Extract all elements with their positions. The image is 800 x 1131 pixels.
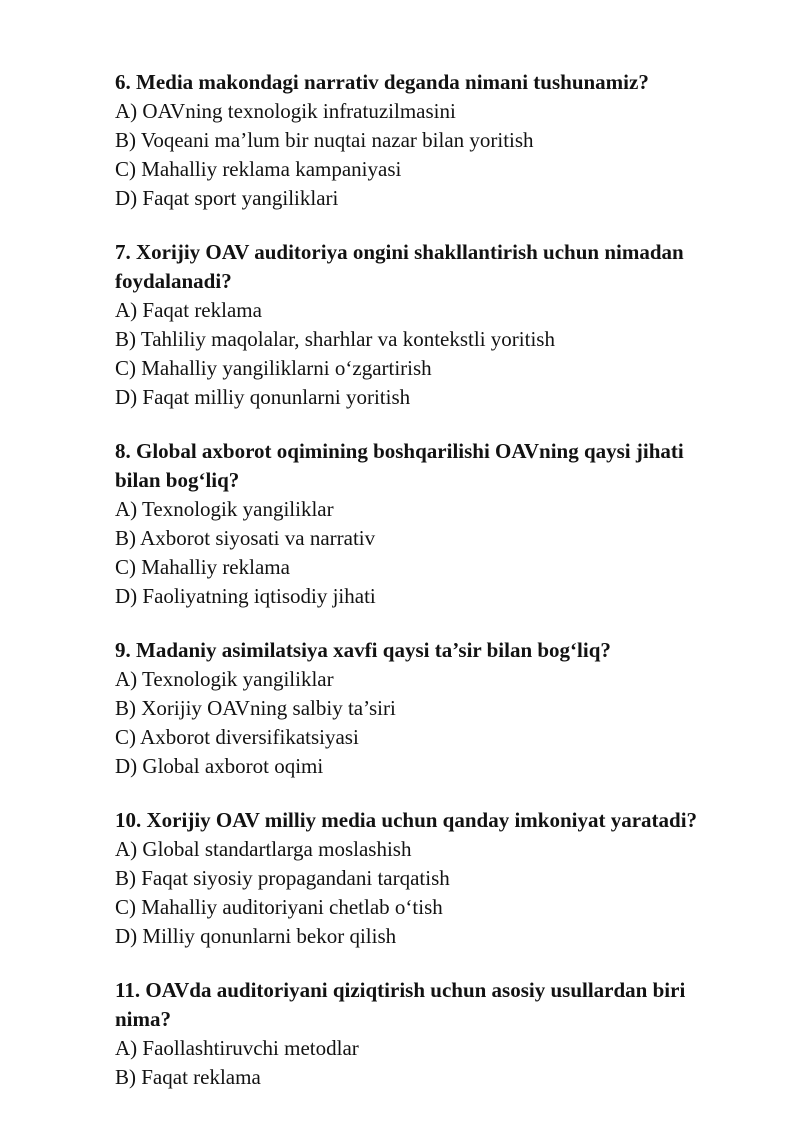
question-title: 10. Xorijiy OAV milliy media uchun qanday imkoniyat yaratadi? bbox=[115, 808, 698, 832]
question-block bbox=[115, 806, 704, 951]
question-option: D) Global axborot oqimi bbox=[115, 754, 324, 778]
question-option: B) Faqat reklama bbox=[115, 1065, 261, 1089]
question-option: B) Voqeani ma’lum bir nuqtai nazar bilan yoritish bbox=[115, 128, 534, 152]
question-option: D) Faqat sport yangiliklari bbox=[115, 186, 339, 210]
question-option: A) Texnologik yangiliklar bbox=[115, 667, 334, 691]
question-option: A) Faqat reklama bbox=[115, 298, 262, 322]
question-option: D) Milliy qonunlarni bekor qilish bbox=[115, 924, 397, 948]
question-option: B) Tahliliy maqolalar, sharhlar va kontekstli yoritish bbox=[115, 327, 555, 351]
question-title: 11. OAVda auditoriyani qiziqtirish uchun asosiy usullardan biri nima? bbox=[115, 978, 686, 1031]
question-option: C) Mahalliy auditoriyani chetlab o‘tish bbox=[115, 895, 443, 919]
question-block bbox=[115, 437, 704, 611]
question-option: B) Faqat siyosiy propagandani tarqatish bbox=[115, 866, 450, 890]
question-option: D) Faqat milliy qonunlarni yoritish bbox=[115, 385, 411, 409]
question-option: A) OAVning texnologik infratuzilmasini bbox=[115, 99, 456, 123]
question-list bbox=[115, 68, 704, 1092]
question-title: 8. Global axborot oqimining boshqarilishi OAVning qaysi jihati bilan bog‘liq? bbox=[115, 439, 684, 492]
question-block bbox=[115, 68, 704, 213]
question-block bbox=[115, 636, 704, 781]
question-title: 9. Madaniy asimilatsiya xavfi qaysi ta’sir bilan bog‘liq? bbox=[115, 638, 611, 662]
question-option: A) Texnologik yangiliklar bbox=[115, 497, 334, 521]
question-option: D) Faoliyatning iqtisodiy jihati bbox=[115, 584, 376, 608]
question-option: A) Faollashtiruvchi metodlar bbox=[115, 1036, 359, 1060]
question-block bbox=[115, 976, 704, 1092]
question-title: 6. Media makondagi narrativ deganda nimani tushunamiz? bbox=[115, 70, 649, 94]
question-option: B) Axborot siyosati va narrativ bbox=[115, 526, 376, 550]
question-option: A) Global standartlarga moslashish bbox=[115, 837, 412, 861]
question-option: B) Xorijiy OAVning salbiy ta’siri bbox=[115, 696, 396, 720]
question-option: C) Mahalliy reklama bbox=[115, 555, 290, 579]
question-title: 7. Xorijiy OAV auditoriya ongini shakllantirish uchun nimadan foydalanadi? bbox=[115, 240, 684, 293]
question-option: C) Axborot diversifikatsiyasi bbox=[115, 725, 359, 749]
question-block bbox=[115, 238, 704, 412]
question-option: C) Mahalliy reklama kampaniyasi bbox=[115, 157, 402, 181]
question-option: C) Mahalliy yangiliklarni o‘zgartirish bbox=[115, 356, 432, 380]
